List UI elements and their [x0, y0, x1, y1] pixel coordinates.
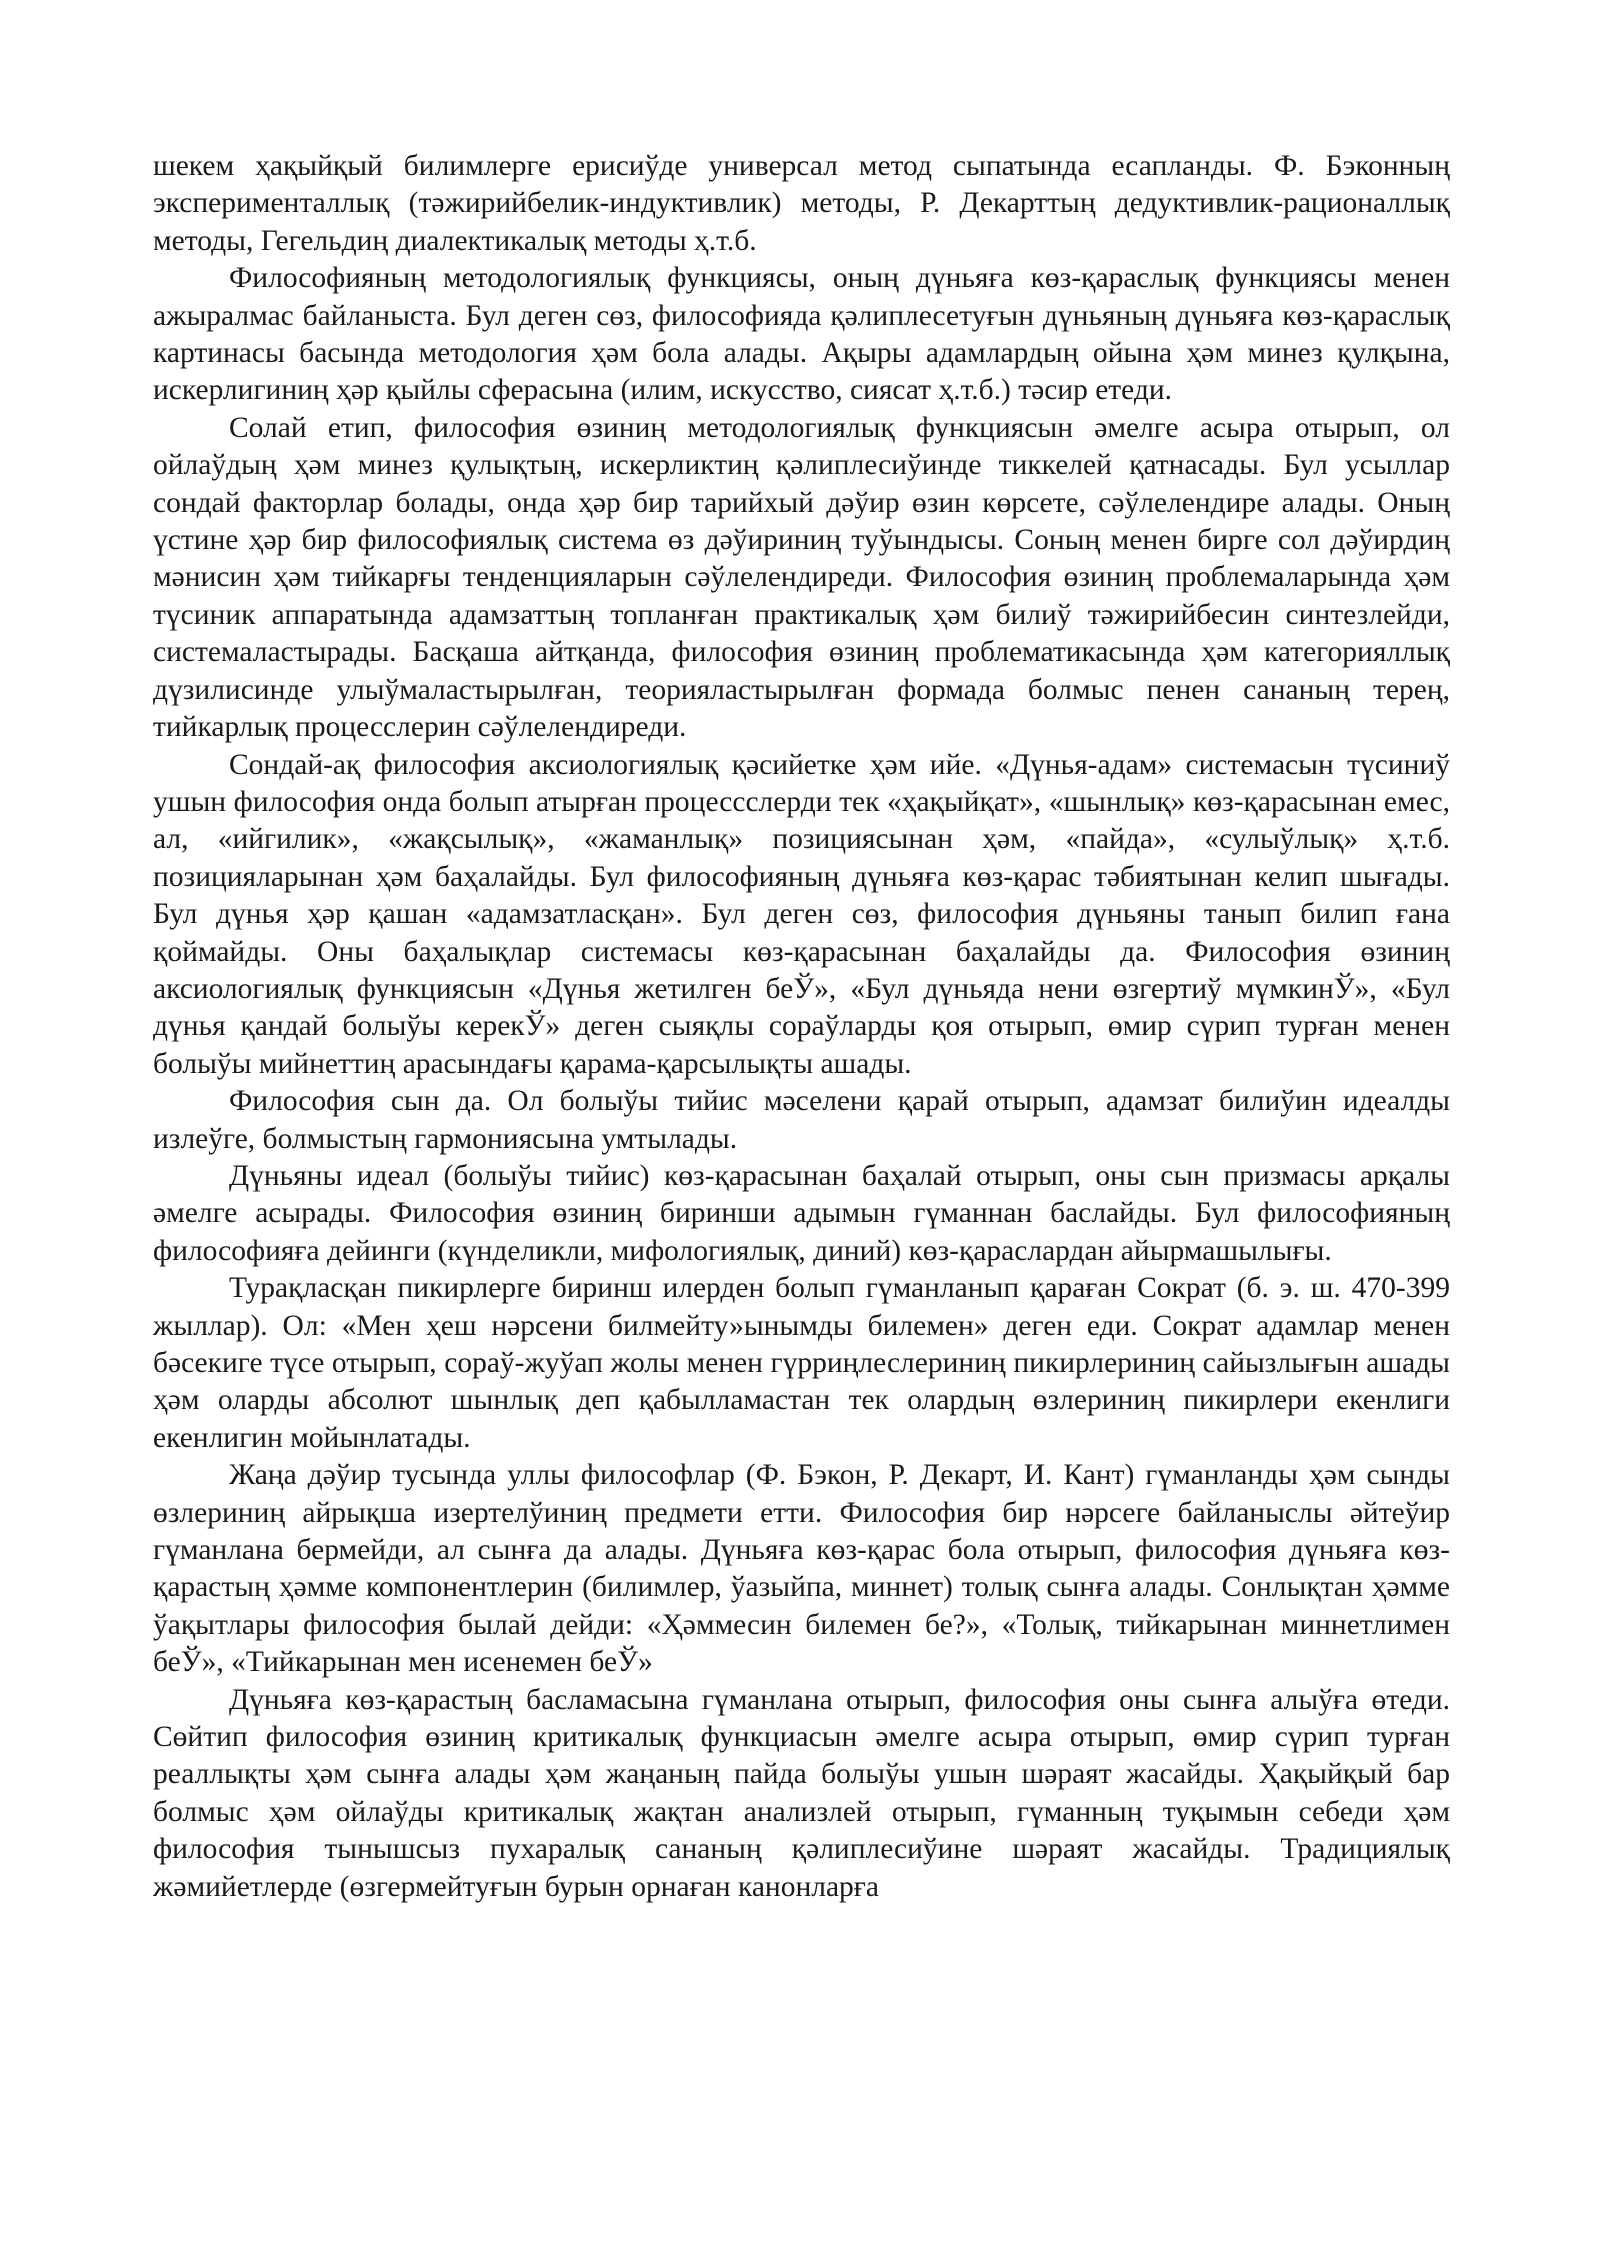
paragraph-methodology-thinking: Солай етип, философия өзиниң методологиялық функциясын әмелге асыра отырып, ол ойлаўдың ҳәм минез қулықтың, искерликтиң қәлиплесиўинде тиккелей қатнасады. Бул усыллар сондай факторлар болады, онда ҳәр бир тарийхый дәўир өзин көрсете, сәўлелендире алады. Оның үстине ҳәр бир философиялық система өз дәўириниң туўындысы. Соның менен бирге сол дәўирдиң мәнисин ҳәм тийкарғы тенденцияларын сәўлелендиреди. Философия өзиниң проблемаларында ҳәм түсиник аппаратында адамзаттың топланған практикалық ҳәм билиў тәжирийбесин синтезлейди, системаластырады. Басқаша айтқанда, философия өзиниң проблематикасында ҳәм категорияллық дүзилисинде улыўмаластырылған, теорияластырылған формада болмыс пенен сананың терең, тийкарлық процесслерин сәўлелендиреди.	[153, 411, 1450, 744]
paragraph-methods-continuation: шекем ҳақыйқый билимлерге ерисиўде универсал метод сыпатында есапланды. Ф. Бэконның эксперименталлық (тәжирийбелик-индуктивлик) методы, Р. Декарттың дедуктивлик-рационаллық методы, Гегельдиң диалектикалық методы ҳ.т.б.	[153, 150, 1450, 257]
paragraph-philosophy-critique: Философия сын да. Ол болыўы тийис мәселени қарай отырып, адамзат билиўин идеалды излеўге, болмыстың гармониясына умтылады.	[153, 1085, 1450, 1155]
document-page	[153, 148, 1450, 1906]
paragraph-axiological-function: Сондай-ақ философия аксиологиялық қәсийетке ҳәм ийе. «Дүнья-адам» системасын түсиниў ушын философия онда болып атырған процесcслерди тек «ҳақыйқат», «шынлық» көз-қарасынан емес, ал, «ийгилик», «жақсылық», «жаманлық» позициясынан ҳәм, «пайда», «сулыўлық» ҳ.т.б. позицияларынан ҳәм баҳалайды. Бул философияның дүньяға көз-қарас тәбиятынан келип шығады. Бул дүнья ҳәр қашан «адамзатласқан». Бул деген сөз, философия дүньяны танып билип ғана қоймайды. Оны баҳалықлар системасы көз-қарасынан баҳалайды да. Философия өзиниң аксиологиялық функциясын «Дүнья жетилген беЎ», «Бул дүньяда нени өзгертиў мүмкинЎ», «Бул дүнья қандай болыўы керекЎ» деген сыяқлы сораўларды қоя отырып, өмир сүрип турған менен болыўы мийнеттиң арасындағы қарама-қарсылықты ашады.	[153, 748, 1450, 1080]
paragraph-critical-function: Дүньяға көз-қарастың басламасына гүманлана отырып, философия оны сынға алыўға өтеди. Сөйтип философия өзиниң критикалық функциасын әмелге асыра отырып, өмир сүрип турған реаллықты ҳәм сынға алады ҳәм жаңаның пайда болыўы ушын шәраят жасайды. Ҳақыйқый бар болмыс ҳәм ойлаўды критикалық жақтан анализлей отырып, гүманның туқымын себеди ҳәм философия тынышсыз пухаралық сананың қәлиплесиўине шәраят жасайды. Традициялық жәмийетлерде (өзгермейтуғын бурын орнаған канонларға	[153, 1683, 1450, 1903]
paragraph-methodological-function: Философияның методологиялық функциясы, оның дүньяға көз-қараслық функциясы менен ажыралмас байланыста. Бул деген сөз, философияда қәлиплесетуғын дүньяның дүньяға көз-қараслық картинасы басында методология ҳәм бола алады. Ақыры адамлардың ойына ҳәм минез қулқына, искерлигиниң ҳәр қыйлы сферасына (илим, искусство, сиясат ҳ.т.б.) тәсир етеди.	[153, 262, 1450, 407]
paragraph-ideal-evaluation: Дүньяны идеал (болыўы тийис) көз-қарасынан баҳалай отырып, оны сын призмасы арқалы әмелге асырады. Философия өзиниң биринши адымын гүманнан баслайды. Бул философияның философияға дейинги (күнделикли, мифологиялық, диний) көз-қараслардан айырмашылығы.	[153, 1159, 1450, 1267]
paragraph-socrates: Турақласқан пикирлерге биринш илерден болып гүманланып қараған Сократ (б. э. ш. 470-399 жыллар). Ол: «Мен ҳеш нәрсени билмейту»ынымды билемен» деген еди. Сократ адамлар менен бәсекиге түсе отырып, сораў-жуўап жолы менен гүрриңлеслериниң пикирлериниң сайызлығын ашады ҳәм оларды абсолют шынлық деп қабылламастан тек олардың өзлериниң пикирлери екенлиги екенлигин мойынлатады.	[153, 1272, 1450, 1454]
paragraph-new-era-philosophers: Жаңа дәўир тусында уллы философлар (Ф. Бэкон, Р. Декарт, И. Кант) гүманланды ҳәм сынды өзлериниң айрықша изертелўиниң предмети етти. Философия бир нәрсеге байланыслы әйтеўир гүманлана бермейди, ал сынға да алады. Дүньяға көз-қарас бола отырып, философия дүньяға көз-қарастың ҳәмме компонентлерин (билимлер, ўазыйпа, миннет) толық сынға алады. Сонлықтан ҳәмме ўақытлары философия былай дейди: «Ҳәммесин билемен бе?», «Толық, тийкарынан миннетлимен беЎ», «Тийкарынан мен исенемен беЎ»	[153, 1459, 1450, 1679]
